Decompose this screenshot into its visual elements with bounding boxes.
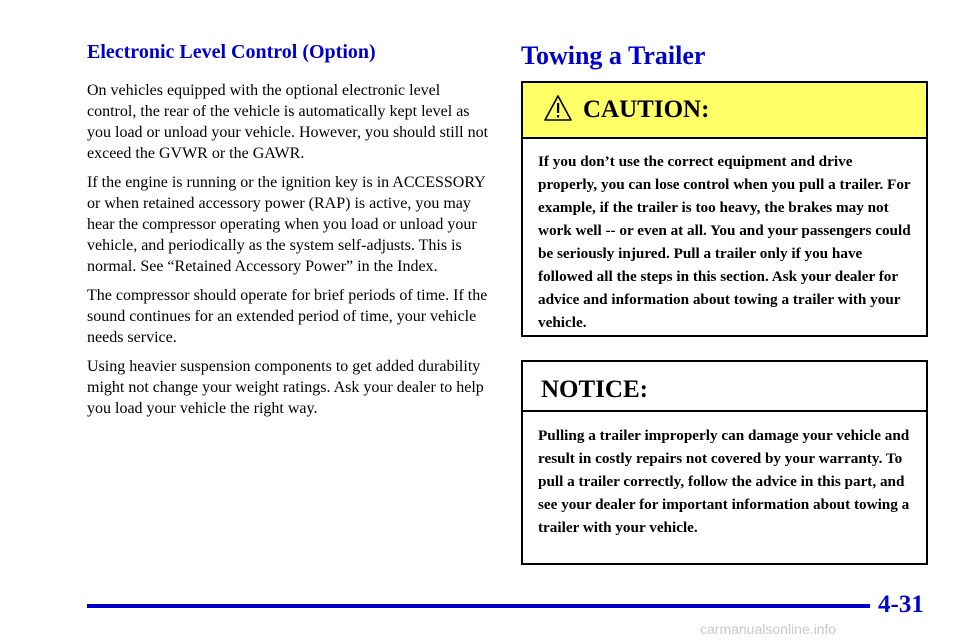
page-title: Towing a Trailer (521, 41, 706, 70)
caution-box (521, 81, 928, 337)
left-column (87, 40, 492, 427)
footer-rule (87, 604, 870, 608)
page-number: 4-31 (878, 591, 924, 618)
notice-text: Pulling a trailer improperly can damage your vehicle and result in costly repairs not covered by your warranty. To pull a trailer correctly, follow the advice in this part, and see your dealer for important information about towing a trailer with your vehicle. (538, 427, 910, 536)
paragraph: Using heavier suspension components to get added durability might not change your weight ratings. Ask your dealer to help you load your vehicle the right way. (87, 358, 484, 417)
watermark: carmanualsonline.info (700, 621, 837, 637)
right-column (521, 40, 929, 72)
notice-label: NOTICE: (541, 376, 648, 403)
notice-header (523, 362, 926, 412)
caution-text: If you don’t use the correct equipment and drive properly, you can lose control when you pull a trailer. For example, if the trailer is too heavy, the brakes may not work well -- or even at all. You and your passengers could be seriously injured. Pull a trailer only if you have followed all the steps in this section. Ask your dealer for advice and information about towing a trailer with your vehicle. (538, 153, 911, 331)
caution-header (523, 83, 926, 139)
paragraph: On vehicles equipped with the optional electronic level control, the rear of the vehicle is automatically kept level as you load or unload your vehicle. However, you should still not exceed the GVWR or the GAWR. (87, 82, 489, 162)
notice-box (521, 360, 928, 565)
paragraph: The compressor should operate for brief periods of time. If the sound continues for an extended period of time, your vehicle needs service. (87, 287, 488, 346)
caution-label: CAUTION: (583, 96, 710, 123)
warning-triangle-icon (543, 94, 573, 122)
section-heading: Electronic Level Control (Option) (87, 41, 376, 63)
paragraph: If the engine is running or the ignition key is in ACCESSORY or when retained accessory power (RAP) is active, you may hear the compressor operating when you load or unload your vehicle, and periodically as the system self-adjusts. This is normal. See “Retained Accessory Power” in the Index. (87, 174, 486, 275)
